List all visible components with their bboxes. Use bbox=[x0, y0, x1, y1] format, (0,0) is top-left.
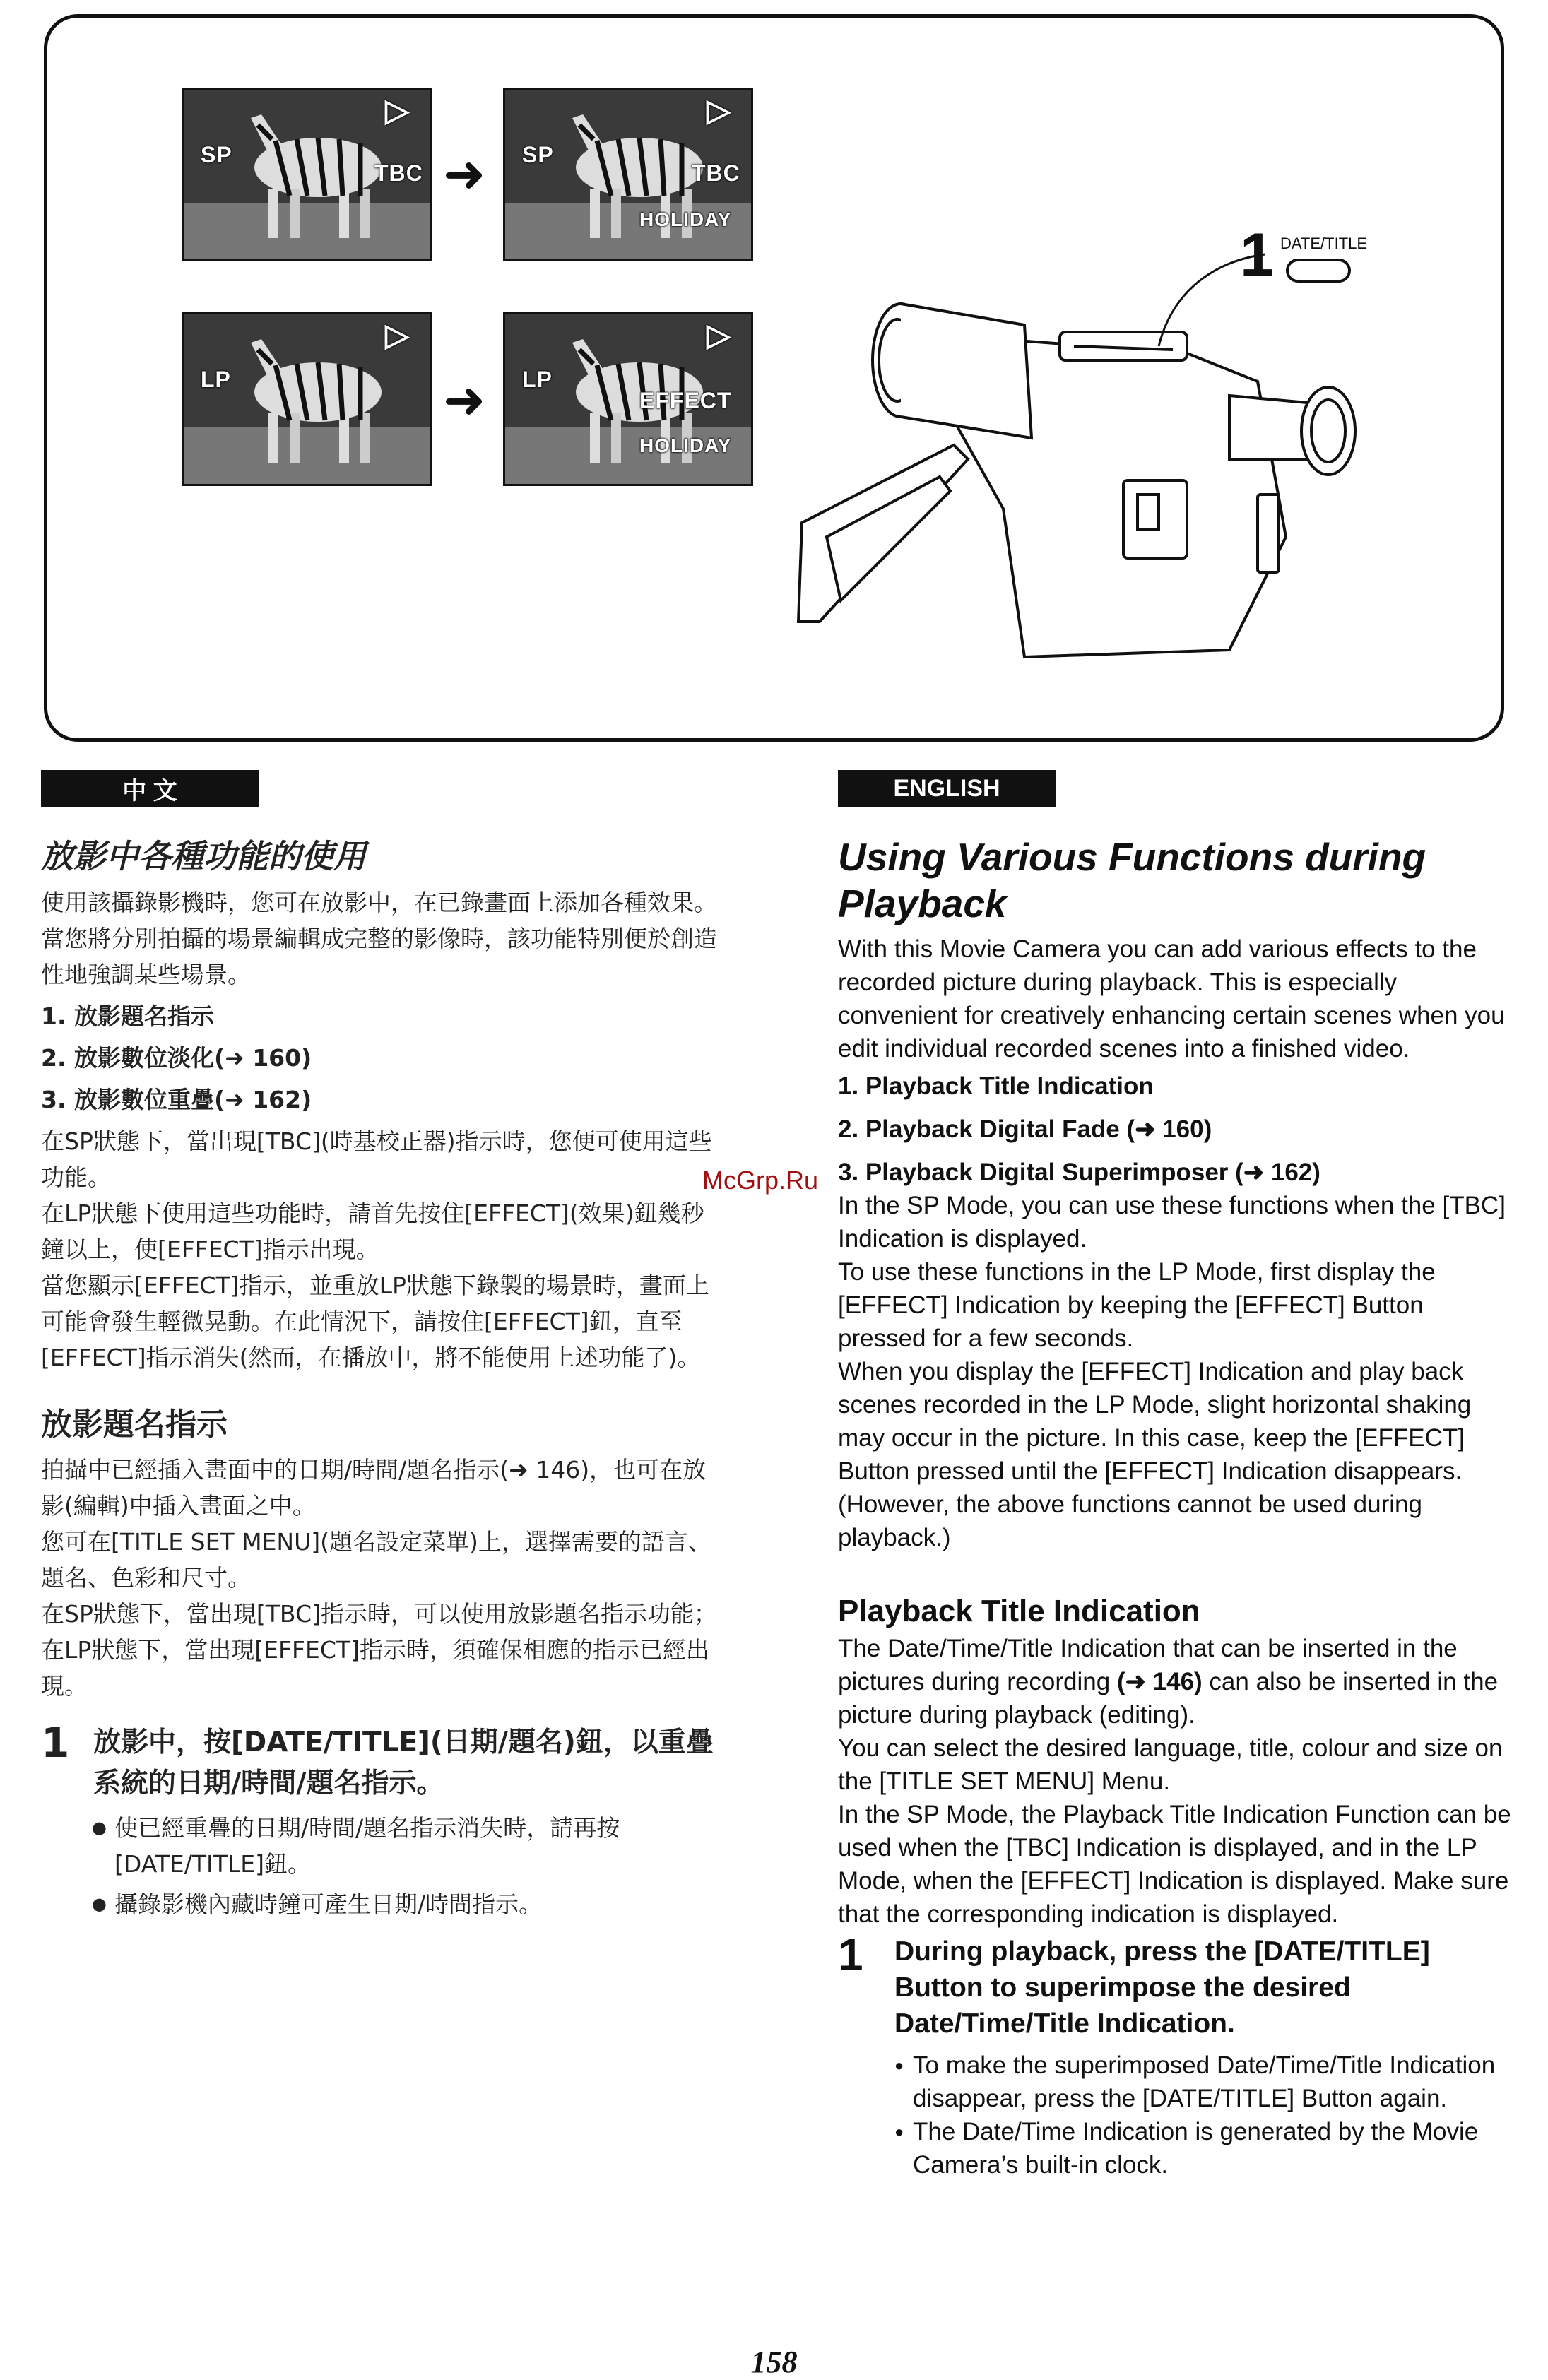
english-column bbox=[838, 834, 1516, 2181]
bullet-item: ● 使已經重疊的日期/時間/題名指示消失時，請再按[DATE/TITLE]鈕。 bbox=[92, 1810, 719, 1882]
english-list-item: 2. Playback Digital Fade (➜ 160) bbox=[838, 1115, 1212, 1143]
english-list-item: 1. Playback Title Indication bbox=[838, 1072, 1154, 1100]
chinese-paragraph: 拍攝中已經插入畫面中的日期/時間/題名指示(➜ 146)，也可在放影(編輯)中插入畫面之中。 bbox=[41, 1456, 707, 1520]
chinese-paragraph: 您可在[TITLE SET MENU](題名設定菜單)上，選擇需要的語言、題名、色彩和尺寸。 bbox=[41, 1528, 711, 1592]
english-paragraph: To use these functions in the LP Mode, first display the [EFFECT] Indication by keeping the [EFFECT] Button pressed for a few seconds. bbox=[838, 1258, 1436, 1352]
english-bullets bbox=[894, 2049, 1516, 2181]
chinese-tag: 中 文 bbox=[41, 770, 259, 807]
bullet-item: ● The Date/Time Indication is generated by the Movie Camera’s built-in clock. bbox=[894, 2115, 1516, 2181]
english-paragraph: In the SP Mode, the Playback Title Indication Function can be used when the [TBC] Indication is displayed, and in the LP Mode, when the [EFFECT] Indication is displayed. Make sure that the corresponding indication is displayed. bbox=[838, 1801, 1511, 1928]
chinese-step bbox=[41, 1719, 719, 1804]
english-paragraph: You can select the desired language, title, colour and size on the [TITLE SET MENU] Menu. bbox=[838, 1734, 1503, 1795]
screen-lp bbox=[182, 312, 432, 486]
english-intro: With this Movie Camera you can add various effects to the recorded picture during playback. This is especially convenient for creatively enhancing certain scenes when you edit individual recorded scenes into a finished video. bbox=[838, 935, 1505, 1062]
step-number: 1 bbox=[838, 1929, 863, 1980]
arrow-icon: ➜ bbox=[443, 370, 486, 430]
camcorder-illustration bbox=[791, 221, 1427, 678]
watermark: McGrp.Ru bbox=[702, 1166, 819, 1195]
step-instruction: 放影中，按[DATE/TITLE](日期/題名)鈕，以重疊系統的日期/時間/題名指示。 bbox=[93, 1727, 714, 1799]
mode-label: LP bbox=[201, 367, 231, 392]
english-paragraph: When you display the [EFFECT] Indication and play back scenes recorded in the LP Mode, slight horizontal shaking may occur in the picture. In this case, keep the [EFFECT] Button pressed until the [EFFECT] Indication disappears. (However, the above functions cannot be used during playback.) bbox=[838, 1358, 1472, 1551]
screen-lp-effect-holiday bbox=[503, 312, 753, 486]
chinese-list-item: 3. 放影數位重疊(➜ 162) bbox=[41, 1086, 312, 1113]
text-span: can also be inserted in the picture during playback (editing). bbox=[838, 1668, 1499, 1729]
arrow-icon: ➜ bbox=[443, 144, 486, 203]
effect-label: EFFECT bbox=[639, 388, 732, 413]
chinese-title: 放影中各種功能的使用 bbox=[41, 837, 366, 875]
step-instruction: During playback, press the [DATE/TITLE] Button to superimpose the desired Date/Time/Title Indication. bbox=[894, 1936, 1430, 2039]
english-section-title: Playback Title Indication bbox=[838, 1594, 1200, 1628]
english-paragraph: In the SP Mode, you can use these functions when the [TBC] Indication is displayed. bbox=[838, 1192, 1506, 1253]
play-icon: ▷ bbox=[385, 93, 410, 128]
chinese-list-item: 1. 放影題名指示 bbox=[41, 1002, 214, 1030]
mode-label: SP bbox=[201, 142, 232, 167]
tbc-label: TBC bbox=[374, 160, 423, 186]
bullet-item: ● 攝錄影機內藏時鐘可產生日期/時間指示。 bbox=[92, 1886, 719, 1922]
english-list-item: 3. Playback Digital Superimposer (➜ 162) bbox=[838, 1159, 1320, 1186]
chinese-paragraph: 在SP狀態下，當出現[TBC](時基校正器)指示時，您便可使用這些功能。 bbox=[41, 1127, 712, 1191]
holiday-title-label: HOLIDAY bbox=[639, 434, 732, 456]
page-number: 158 bbox=[750, 2345, 798, 2379]
tbc-label: TBC bbox=[692, 160, 740, 186]
chinese-paragraph: 在SP狀態下，當出現[TBC]指示時，可以使用放影題名指示功能；在LP狀態下，當出現[EFFECT]指示時，須確保相應的指示已經出現。 bbox=[41, 1600, 717, 1700]
chinese-section-title: 放影題名指示 bbox=[41, 1407, 228, 1443]
english-paragraph bbox=[838, 1632, 1516, 1731]
english-step bbox=[838, 1929, 1516, 2042]
chinese-bullets bbox=[92, 1810, 719, 1922]
play-icon: ▷ bbox=[707, 93, 731, 128]
page-reference: (➜ 146) bbox=[1116, 1668, 1203, 1695]
mode-label: SP bbox=[522, 142, 554, 167]
play-icon: ▷ bbox=[385, 318, 410, 353]
text-span: The Date/Time/Title Indication that can be inserted in the pictures during recording bbox=[838, 1635, 1458, 1695]
chinese-paragraph: 在LP狀態下使用這些功能時，請首先按住[EFFECT](效果)鈕幾秒鐘以上，使[EFFECT]指示出現。 bbox=[41, 1200, 704, 1263]
date-title-button-icon bbox=[1286, 259, 1351, 283]
date-title-button-label: DATE/TITLE bbox=[1280, 235, 1368, 252]
english-tag: ENGLISH bbox=[838, 770, 1056, 807]
chinese-column bbox=[41, 834, 719, 1926]
screen-sp-tbc-holiday bbox=[503, 88, 753, 261]
bullet-item: ● To make the superimposed Date/Time/Title Indication disappear, press the [DATE/TITLE] Button again. bbox=[894, 2049, 1516, 2115]
chinese-paragraph: 當您顯示[EFFECT]指示，並重放LP狀態下錄製的場景時，畫面上可能會發生輕微晃動。在此情況下，請按住[EFFECT]鈕，直至[EFFECT]指示消失(然而，在播放中，將不能使用上述功能了)。 bbox=[41, 1272, 709, 1371]
screen-sp-tbc bbox=[182, 88, 432, 261]
holiday-title-label: HOLIDAY bbox=[639, 208, 732, 230]
chinese-intro: 使用該攝錄影機時，您可在放影中，在已錄畫面上添加各種效果。當您將分別拍攝的場景編輯成完整的影像時，該功能特別便於創造性地強調某些場景。 bbox=[41, 889, 717, 988]
chinese-list-item: 2. 放影數位淡化(➜ 160) bbox=[41, 1044, 312, 1072]
step-number: 1 bbox=[41, 1719, 70, 1767]
mode-label: LP bbox=[522, 367, 553, 392]
play-icon: ▷ bbox=[707, 318, 731, 353]
english-title: Using Various Functions during Playback bbox=[838, 835, 1426, 925]
step-number-callout: 1 bbox=[1240, 221, 1274, 289]
